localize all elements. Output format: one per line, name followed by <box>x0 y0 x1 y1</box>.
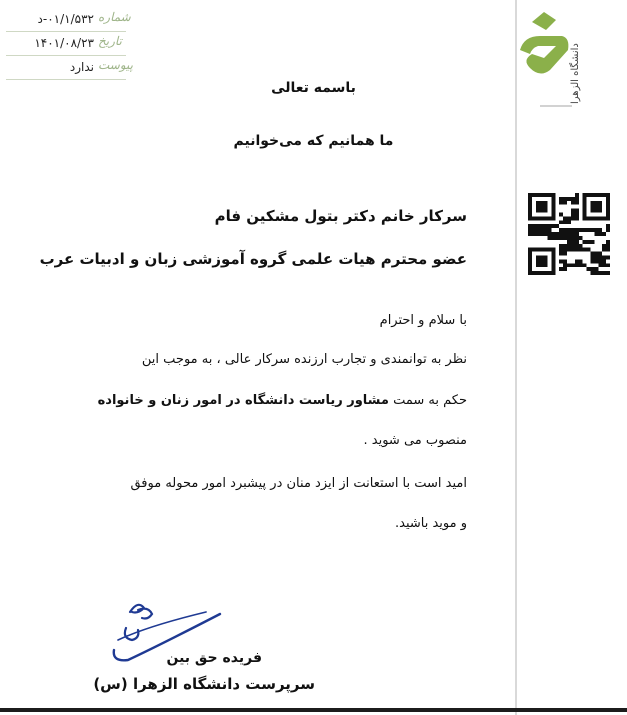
letter-header: باسمه تعالی <box>271 80 356 96</box>
meta-number-value: ۰۱/۱/۵۳۲-د <box>37 12 94 26</box>
logo-text: دانشگاه الزهرا <box>570 43 581 104</box>
greeting: با سلام و احترام <box>379 313 467 328</box>
body-line-2-prefix: حکم به سمت <box>388 393 467 408</box>
meta-attachment-value: ندارد <box>69 60 94 74</box>
meta-date-label: تاریخ <box>98 34 122 48</box>
handwritten-signature-icon <box>108 598 223 678</box>
meta-attachment-row <box>6 56 133 80</box>
meta-date-row <box>6 32 126 56</box>
alzahra-university-logo-icon <box>510 6 590 116</box>
meta-attachment-label: پیوست <box>98 58 133 72</box>
recipient-name: سرکار خانم دکتر بتول مشکین فام <box>214 207 467 225</box>
appointment-position: مشاور ریاست دانشگاه در امور زنان و خانواده <box>97 393 389 408</box>
body-line-2 <box>98 393 467 408</box>
meta-number-row <box>6 8 131 32</box>
signer-title: سرپرست دانشگاه الزهرا (س) <box>93 675 315 693</box>
meta-date-value: ۱۴۰۱/۰۸/۲۳ <box>34 36 94 50</box>
body-line-1: نظر به توانمندی و تجارب ارزنده سرکار عالی ، به موجب این <box>141 352 467 367</box>
qr-code-icon <box>528 193 610 275</box>
letter-motto: ما همانیم که می‌خوانیم <box>233 133 394 149</box>
signer-name: فریده حق بین <box>166 650 262 666</box>
meta-number-label: شماره <box>98 10 131 24</box>
body-line-5: و موید باشید. <box>394 516 467 531</box>
bottom-border-line <box>0 708 627 712</box>
recipient-title: عضو محترم هیات علمی گروه آموزشی زبان و ادبیات عرب <box>39 250 467 268</box>
body-line-4: امید است با استعانت از ایزد منان در پیشبرد امور محوله موفق <box>130 476 467 491</box>
letter-meta <box>6 8 133 80</box>
body-line-3: منصوب می شوید . <box>363 433 467 448</box>
